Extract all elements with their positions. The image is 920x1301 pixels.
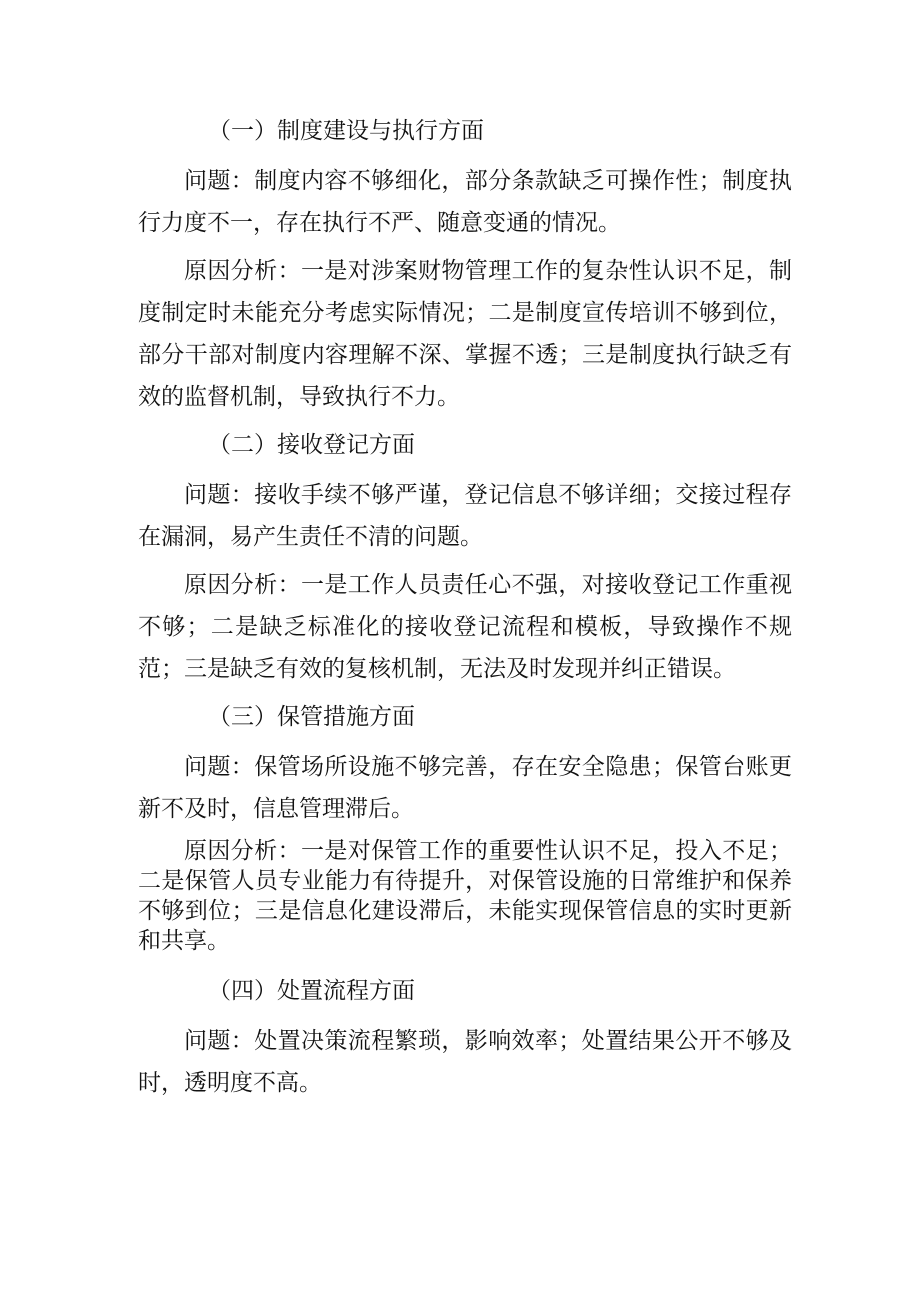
section-3-cause: 原因分析：一是对保管工作的重要性认识不足，投入不足；二是保管人员专业能力有待提升，对保管设施的日常维护和保养不够到位；三是信息化建设滞后，未能实现保管信息的实时更新和共享。 xyxy=(138,838,792,954)
section-1-problem: 问题：制度内容不够细化，部分条款缺乏可操作性；制度执行力度不一，存在执行不严、随意变通的情况。 xyxy=(138,168,792,236)
section-heading-1: （一）制度建设与执行方面 xyxy=(208,118,484,144)
section-heading-3: （三）保管措施方面 xyxy=(208,704,415,730)
section-heading-2: （二）接收登记方面 xyxy=(208,432,415,458)
section-2-problem: 问题：接收手续不够严谨，登记信息不够详细；交接过程存在漏洞，易产生责任不清的问题。 xyxy=(138,482,792,550)
section-heading-4: （四）处置流程方面 xyxy=(208,978,415,1004)
section-4-problem: 问题：处置决策流程繁琐，影响效率；处置结果公开不够及时，透明度不高。 xyxy=(138,1028,792,1096)
document-body xyxy=(138,110,792,1110)
section-1-cause: 原因分析：一是对涉案财物管理工作的复杂性认识不足，制度制定时未能充分考虑实际情况；二是制度宣传培训不够到位，部分干部对制度内容理解不深、掌握不透；三是制度执行缺乏有效的监督机制，导致执行不力。 xyxy=(138,258,792,410)
section-3-problem: 问题：保管场所设施不够完善，存在安全隐患；保管台账更新不及时，信息管理滞后。 xyxy=(138,754,792,822)
section-2-cause: 原因分析：一是工作人员责任心不强，对接收登记工作重视不够；二是缺乏标准化的接收登记流程和模板，导致操作不规范；三是缺乏有效的复核机制，无法及时发现并纠正错误。 xyxy=(138,572,792,682)
